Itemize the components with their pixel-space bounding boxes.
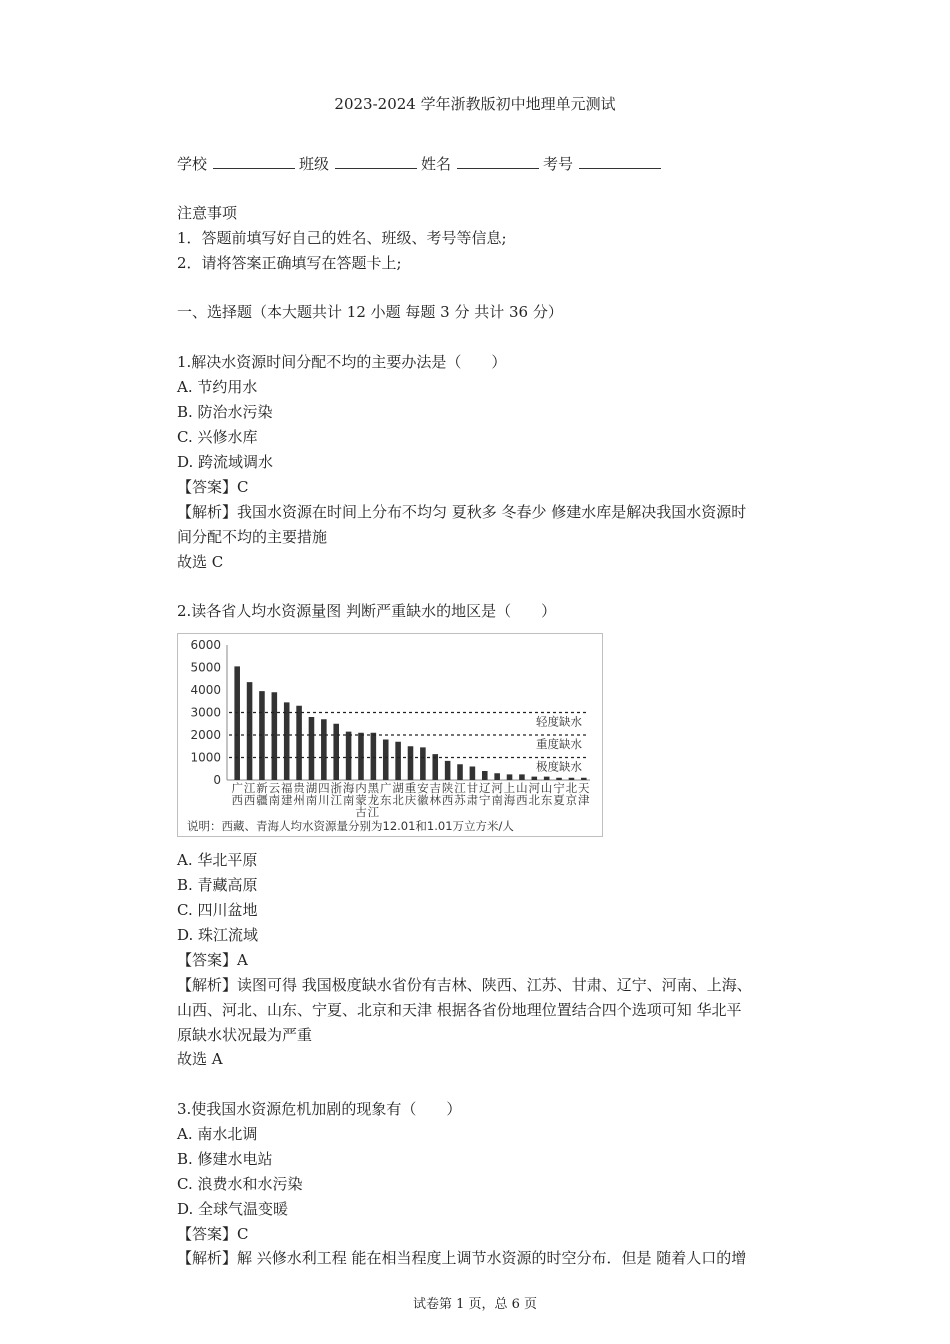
notice-item: 2．请将答案正确填写在答题卡上; [177, 254, 402, 272]
x-category-label: 江 [243, 781, 256, 795]
x-category-label: 苏 [454, 793, 466, 807]
x-category-label: 庆 [404, 793, 417, 807]
x-category-label: 黑 [367, 781, 380, 795]
x-category-label: 江 [454, 781, 466, 795]
bar [544, 777, 550, 780]
x-category-label: 南 [305, 793, 318, 807]
x-category-label: 湖 [392, 781, 404, 795]
y-tick-label: 5000 [190, 660, 221, 675]
x-category-label: 福 [280, 781, 293, 795]
bar [569, 778, 575, 780]
x-category-label: 重 [404, 781, 417, 795]
x-category-label: 西 [516, 793, 528, 807]
option: D. 珠江流域 [177, 926, 259, 944]
x-category-label: 南 [491, 793, 503, 807]
x-category-label: 北 [528, 793, 541, 807]
x-category-label: 林 [429, 793, 442, 807]
bar [420, 747, 426, 780]
x-category-label: 云 [268, 781, 281, 795]
page-title: 2023-2024 学年浙教版初中地理单元测试 [334, 95, 616, 113]
bar [470, 767, 476, 781]
bar [408, 746, 414, 780]
x-category-label: 肃 [466, 793, 479, 807]
bar [395, 742, 401, 780]
name-blank[interactable] [457, 154, 539, 169]
x-category-label: 津 [578, 793, 590, 807]
bar [507, 774, 513, 780]
bar [383, 740, 389, 781]
bar [321, 719, 327, 780]
x-category-label: 海 [503, 793, 516, 807]
analysis-line: 【解析】读图可得 我国极度缺水省份有吉林、陕西、江苏、甘肃、辽宁、河南、上海、 [177, 976, 752, 994]
notice-heading: 注意事项 [177, 204, 238, 222]
x-category-label: 河 [528, 781, 541, 795]
x-category-label: 天 [578, 781, 590, 795]
option: A. 南水北调 [177, 1125, 258, 1143]
x-category-label: 龙 [367, 793, 380, 807]
option: B. 修建水电站 [177, 1150, 273, 1168]
y-tick-label: 2000 [190, 728, 221, 742]
section-heading: 一、选择题（本大题共计 12 小题 每题 3 分 共计 36 分） [177, 303, 563, 321]
x-category-label: 徽 [417, 793, 429, 807]
conclusion: 故选 C [177, 553, 224, 571]
bar [494, 773, 500, 780]
school-blank[interactable] [213, 154, 295, 169]
x-category-label: 贵 [293, 781, 305, 795]
x-category-label: 夏 [553, 793, 565, 807]
x-category-label: 西 [243, 793, 256, 807]
x-category-label: 河 [491, 781, 503, 795]
analysis-line: 【解析】解 兴修水利工程 能在相当程度上调节水资源的时空分布．但是 随着人口的增 [177, 1249, 747, 1267]
x-category-label: 山 [540, 781, 553, 795]
student-info-row [177, 154, 665, 174]
option: C. 四川盆地 [177, 901, 258, 919]
option: D. 跨流域调水 [177, 453, 274, 471]
y-tick-label: 6000 [190, 638, 221, 652]
x-category-label: 北 [565, 781, 578, 795]
x-category-label: 新 [256, 781, 268, 795]
option: B. 防治水污染 [177, 403, 273, 421]
x-category-label: 安 [417, 781, 429, 795]
x-category-label: 东 [540, 793, 553, 807]
threshold-label: 轻度缺水 [536, 714, 582, 729]
x-category-label: 江 [367, 805, 380, 819]
option: C. 兴修水库 [177, 428, 258, 446]
x-category-label: 上 [503, 781, 516, 795]
exam-no-blank[interactable] [579, 154, 661, 169]
x-category-label: 山 [516, 781, 528, 795]
bar [457, 764, 463, 780]
x-category-label: 宁 [553, 781, 565, 795]
x-category-label: 北 [392, 793, 404, 807]
bar [346, 732, 352, 780]
x-category-label: 疆 [256, 793, 268, 807]
x-category-label: 陕 [441, 781, 454, 795]
x-category-label: 东 [379, 793, 392, 807]
y-tick-label: 3000 [190, 705, 221, 720]
option: C. 浪费水和水污染 [177, 1175, 303, 1193]
x-category-label: 西 [441, 793, 454, 807]
chart-note: 说明：西藏、青海人均水资源量分别为12.01和1.01万立方米/人 [187, 819, 514, 833]
bar [581, 778, 587, 780]
question-stem: 3.使我国水资源危机加剧的现象有（ ） [177, 1100, 462, 1118]
x-category-label: 广 [379, 781, 392, 795]
bar-chart-svg [178, 634, 602, 836]
x-category-label: 湖 [305, 781, 318, 795]
school-label: 学校 [177, 155, 208, 173]
y-tick-label: 1000 [190, 750, 221, 765]
conclusion: 故选 A [177, 1050, 223, 1068]
x-category-label: 吉 [429, 781, 442, 795]
analysis-line: 原缺水状况最为严重 [177, 1026, 313, 1044]
analysis-line: 间分配不均的主要措施 [177, 528, 328, 546]
bar [371, 733, 377, 780]
answer: 【答案】A [177, 951, 248, 969]
class-blank[interactable] [335, 154, 417, 169]
x-category-label: 蒙 [355, 793, 367, 807]
answer: 【答案】C [177, 1225, 249, 1243]
x-category-label: 宁 [479, 793, 491, 807]
name-label: 姓名 [421, 155, 452, 173]
x-category-label: 内 [355, 781, 367, 795]
x-category-label: 西 [231, 793, 243, 807]
page-footer: 试卷第 1 页，总 6 页 [412, 1297, 538, 1312]
bar [519, 774, 525, 780]
x-category-label: 南 [268, 793, 281, 807]
analysis-line: 山西、河北、山东、宁夏、北京和天津 根据各省份地理位置结合四个选项可知 华北平 [177, 1001, 742, 1019]
x-category-label: 辽 [479, 781, 491, 795]
y-tick-label: 4000 [190, 683, 221, 697]
x-category-label: 南 [342, 793, 355, 807]
bar [234, 666, 240, 780]
x-category-label: 京 [565, 793, 578, 807]
exam-no-label: 考号 [543, 155, 574, 173]
bar [358, 733, 364, 780]
class-label: 班级 [299, 155, 330, 173]
bar [296, 706, 302, 780]
option: A. 华北平原 [177, 851, 258, 869]
option: D. 全球气温变暖 [177, 1200, 289, 1218]
bar [482, 771, 488, 780]
x-category-label: 浙 [330, 781, 342, 795]
bar [556, 778, 562, 780]
option: A. 节约用水 [177, 378, 258, 396]
option: B. 青藏高原 [177, 876, 258, 894]
x-category-label: 古 [355, 805, 367, 819]
x-category-label: 广 [231, 781, 243, 795]
x-category-label: 四 [318, 781, 330, 795]
x-category-label: 甘 [466, 781, 479, 795]
bar [333, 724, 339, 780]
bar [445, 761, 451, 780]
bar [309, 717, 315, 780]
x-category-label: 州 [293, 793, 305, 807]
question-stem: 2.读各省人均水资源量图 判断严重缺水的地区是（ ） [177, 602, 557, 620]
x-category-label: 建 [280, 793, 293, 807]
bar [284, 702, 290, 780]
bar [272, 692, 278, 780]
analysis-line: 【解析】我国水资源在时间上分布不均匀 夏秋多 冬春少 修建水库是解决我国水资源时 [177, 503, 747, 521]
x-category-label: 江 [330, 793, 342, 807]
y-tick-label: 0 [213, 773, 221, 787]
question-stem: 1.解决水资源时间分配不均的主要办法是（ ） [177, 353, 507, 371]
answer: 【答案】C [177, 478, 249, 496]
bar [532, 777, 538, 780]
water-resource-chart [177, 633, 603, 837]
threshold-label: 重度缺水 [536, 737, 582, 751]
threshold-label: 极度缺水 [536, 759, 582, 774]
notice-item: 1．答题前填写好自己的姓名、班级、考号等信息; [177, 229, 507, 247]
x-category-label: 川 [318, 793, 330, 807]
bar [247, 682, 253, 780]
x-category-label: 海 [342, 781, 355, 795]
